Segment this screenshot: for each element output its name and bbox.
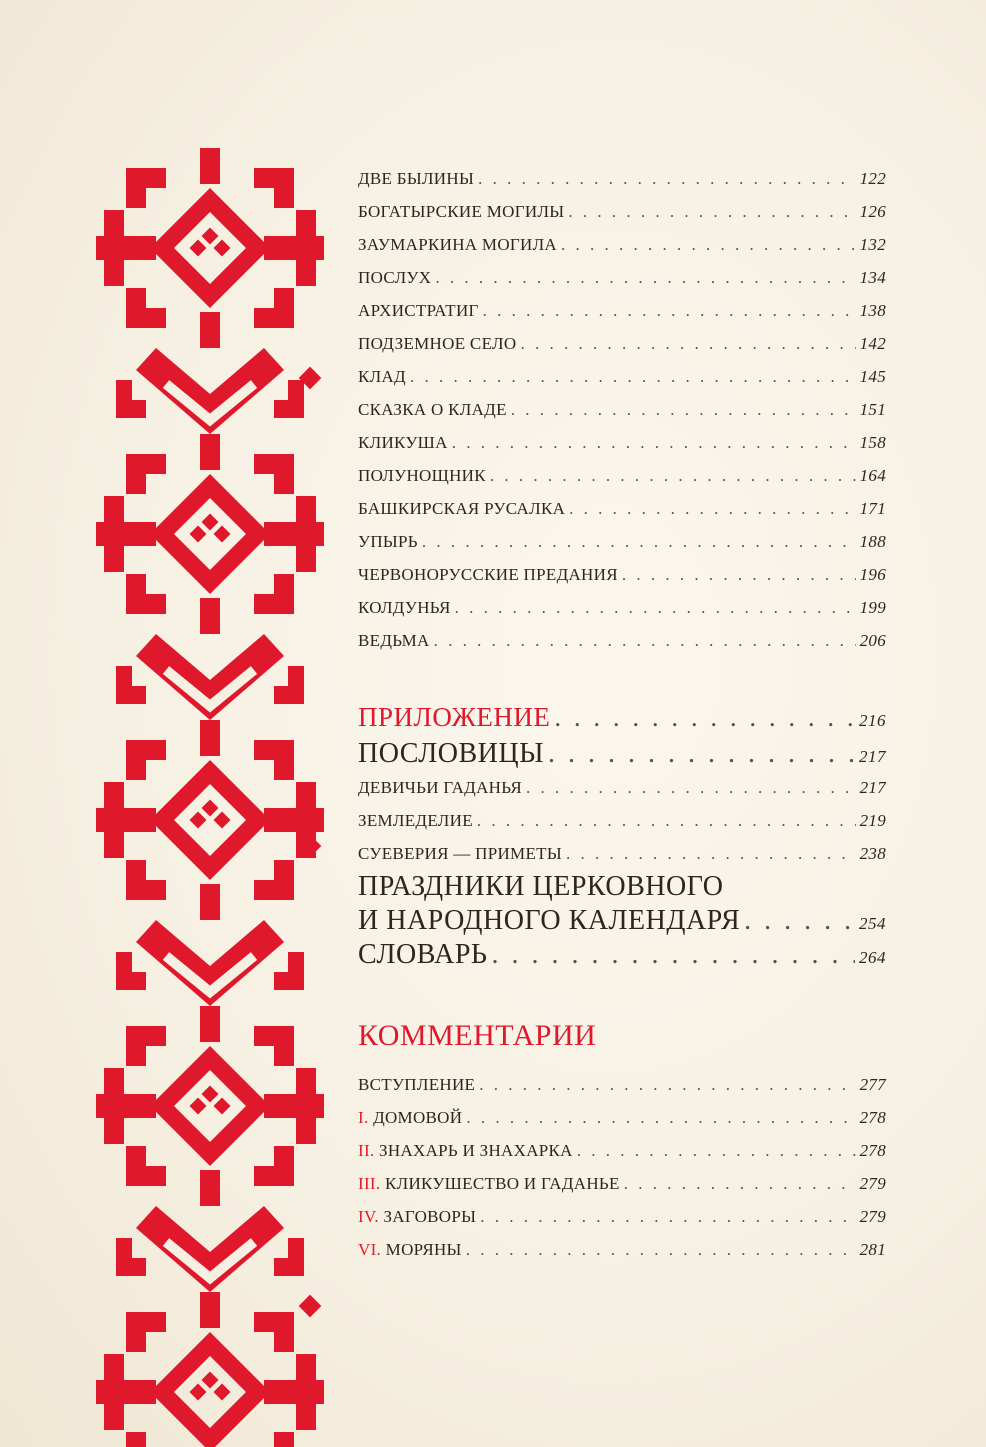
toc-item-page: 219 (859, 811, 886, 830)
comments-heading[interactable]: КОММЕНТАРИИ (358, 1019, 597, 1052)
toc-item-title: МОРЯНЫ (385, 1240, 462, 1259)
dot-leader (455, 591, 856, 624)
dot-leader (466, 1233, 856, 1266)
chapter-number: III. (358, 1174, 381, 1193)
toc-item-page: 164 (859, 466, 886, 485)
toc-item-title: ДЕВИЧЬИ ГАДАНЬЯ (358, 778, 523, 797)
toc-item[interactable] (358, 624, 886, 657)
dot-leader (622, 558, 856, 591)
toc-item-title: КОЛДУНЬЯ (358, 598, 451, 617)
toc-item-page: 158 (859, 433, 886, 452)
chapter-number: IV. (358, 1207, 379, 1226)
table-of-contents (358, 162, 886, 1266)
toc-item-page: 264 (859, 948, 886, 967)
toc-item-page: 278 (859, 1141, 886, 1160)
toc-item-page: 145 (859, 367, 886, 386)
toc-item-title-group (358, 1200, 476, 1233)
toc-item[interactable] (358, 228, 886, 261)
toc-item-holidays[interactable] (358, 870, 886, 938)
toc-item-title: ПОСЛОВИЦЫ (358, 738, 545, 769)
dot-leader (744, 904, 855, 938)
toc-item-page: 151 (859, 400, 886, 419)
toc-item[interactable] (358, 591, 886, 624)
toc-item[interactable] (358, 771, 886, 804)
dot-leader (624, 1167, 856, 1200)
toc-item-proverbs[interactable] (358, 737, 886, 771)
appendix-page: 216 (859, 711, 886, 730)
toc-item[interactable] (358, 1167, 886, 1200)
toc-item-page: 277 (859, 1075, 886, 1094)
dot-leader (483, 294, 856, 327)
toc-item-page: 279 (859, 1207, 886, 1226)
toc-item-page: 278 (859, 1108, 886, 1127)
toc-item[interactable] (358, 360, 886, 393)
toc-item-page: 279 (859, 1174, 886, 1193)
toc-item-page: 217 (859, 747, 886, 766)
toc-item[interactable] (358, 1233, 886, 1266)
toc-item-title: БАШКИРСКАЯ РУСАЛКА (358, 499, 566, 518)
toc-item-page: 122 (859, 169, 886, 188)
dot-leader (490, 459, 856, 492)
toc-item-title-group (358, 1134, 573, 1167)
toc-item-page: 254 (859, 914, 886, 933)
toc-item-page: 138 (859, 301, 886, 320)
toc-item[interactable] (358, 195, 886, 228)
toc-item-page: 238 (859, 844, 886, 863)
toc-item-title: ДОМОВОЙ (373, 1108, 463, 1127)
dot-leader (566, 837, 856, 870)
dot-leader (422, 525, 856, 558)
toc-item[interactable] (358, 327, 886, 360)
toc-item-title: ЧЕРВОНОРУССКИЕ ПРЕДАНИЯ (358, 565, 618, 584)
toc-item[interactable] (358, 294, 886, 327)
toc-item[interactable] (358, 558, 886, 591)
toc-item-page: 126 (859, 202, 886, 221)
toc-item-page: 217 (859, 778, 886, 797)
toc-item-title-group (358, 1068, 475, 1101)
toc-item-page: 196 (859, 565, 886, 584)
toc-item-dictionary[interactable] (358, 938, 886, 972)
toc-item[interactable] (358, 1101, 886, 1134)
toc-item-title: КЛИКУША (358, 433, 448, 452)
chapter-number: VI. (358, 1240, 382, 1259)
dot-leader (561, 228, 856, 261)
chapter-number: I. (358, 1108, 369, 1127)
dot-leader (511, 393, 856, 426)
toc-item-title: СУЕВЕРИЯ — ПРИМЕТЫ (358, 844, 562, 863)
toc-item-title: ПОСЛУХ (358, 268, 432, 287)
toc-item-title: СКАЗКА О КЛАДЕ (358, 400, 507, 419)
holidays-line1: ПРАЗДНИКИ ЦЕРКОВНОГО (358, 871, 724, 902)
dot-leader (568, 195, 855, 228)
toc-item-title: ПОЛУНОЩНИК (358, 466, 486, 485)
dot-leader (410, 360, 856, 393)
toc-item-title: СЛОВАРЬ (358, 939, 488, 970)
toc-item-title: ВЕДЬМА (358, 631, 430, 650)
appendix-title: ПРИЛОЖЕНИЕ (358, 702, 551, 732)
dot-leader (569, 492, 855, 525)
toc-item-title: ЗЕМЛЕДЕЛИЕ (358, 811, 473, 830)
toc-item-title: ЗНАХАРЬ И ЗНАХАРКА (379, 1141, 573, 1160)
toc-item-title-group (358, 1233, 462, 1266)
toc-item-title-group (358, 1167, 620, 1200)
dot-leader (554, 697, 855, 737)
dot-leader (452, 426, 856, 459)
toc-item[interactable] (358, 492, 886, 525)
toc-item[interactable] (358, 1200, 886, 1233)
toc-item-page: 142 (859, 334, 886, 353)
toc-item-page: 281 (859, 1240, 886, 1259)
toc-item-title: ЗАУМАРКИНА МОГИЛА (358, 235, 558, 254)
dot-leader (466, 1101, 855, 1134)
toc-item-title: ДВЕ БЫЛИНЫ (358, 169, 475, 188)
toc-item-title: ВСТУПЛЕНИЕ (358, 1075, 476, 1094)
toc-item[interactable] (358, 525, 886, 558)
holidays-line2: И НАРОДНОГО КАЛЕНДАРЯ (358, 905, 741, 936)
dot-leader (548, 737, 855, 771)
toc-item[interactable] (358, 459, 886, 492)
dot-leader (478, 162, 856, 195)
dot-leader (491, 938, 855, 972)
toc-item-page: 206 (859, 631, 886, 650)
toc-item[interactable] (358, 261, 886, 294)
dot-leader (520, 327, 855, 360)
toc-item-page: 199 (859, 598, 886, 617)
toc-item-title: БОГАТЫРСКИЕ МОГИЛЫ (358, 202, 565, 221)
dot-leader (435, 261, 855, 294)
toc-item-title: ЗАГОВОРЫ (383, 1207, 477, 1226)
chapter-number: II. (358, 1141, 375, 1160)
toc-comments-section (358, 1016, 886, 1266)
toc-item-page: 132 (859, 235, 886, 254)
toc-item[interactable] (358, 804, 886, 837)
folk-ornament-border (96, 148, 324, 1447)
toc-item-title: КЛАД (358, 367, 406, 386)
toc-appendix-section (358, 697, 886, 972)
dot-leader (526, 771, 856, 804)
toc-main-list (358, 162, 886, 657)
toc-item[interactable] (358, 162, 886, 195)
toc-item-title: УПЫРЬ (358, 532, 418, 551)
toc-item-title: ПОДЗЕМНОЕ СЕЛО (358, 334, 517, 353)
dot-leader (477, 804, 856, 837)
toc-item[interactable] (358, 393, 886, 426)
toc-item-title: КЛИКУШЕСТВО И ГАДАНЬЕ (385, 1174, 620, 1193)
toc-item-page: 188 (859, 532, 886, 551)
appendix-heading[interactable] (358, 697, 886, 737)
toc-item[interactable] (358, 1134, 886, 1167)
toc-item[interactable] (358, 837, 886, 870)
toc-item-page: 171 (859, 499, 886, 518)
dot-leader (479, 1068, 855, 1101)
holidays-line2-row (358, 904, 886, 938)
dot-leader (577, 1134, 856, 1167)
toc-item-title-group (358, 1101, 462, 1134)
toc-item-title: АРХИСТРАТИГ (358, 301, 479, 320)
toc-item-page: 134 (859, 268, 886, 287)
toc-item[interactable] (358, 1068, 886, 1101)
dot-leader (434, 624, 856, 657)
toc-item[interactable] (358, 426, 886, 459)
dot-leader (480, 1200, 855, 1233)
